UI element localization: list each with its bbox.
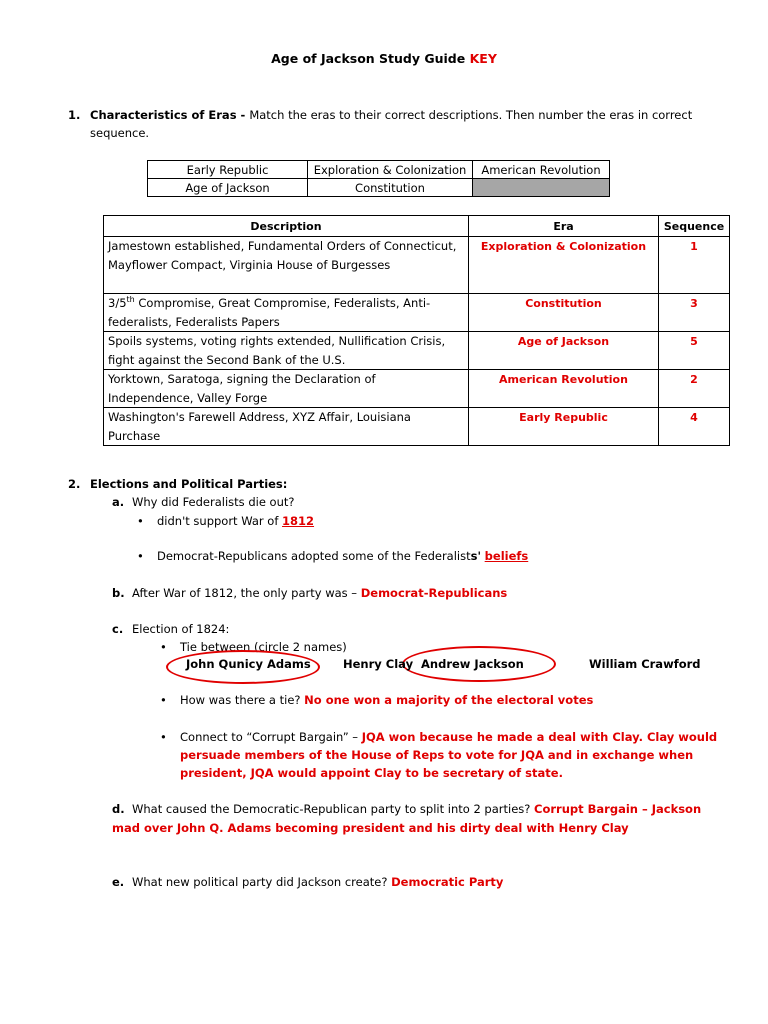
- description-cell: Yorktown, Saratoga, signing the Declaration of Independence, Valley Forge: [104, 370, 469, 408]
- question-a-text: Why did Federalists die out?: [132, 495, 295, 509]
- question-b: [112, 586, 507, 600]
- era-bank-cell: Exploration & Colonization: [308, 161, 473, 179]
- era-cell: American Revolution: [469, 370, 659, 408]
- section1-instructions: Match the eras to their correct descriptions. Then number the eras in correct: [249, 108, 693, 122]
- bullet-a2-suffix: s': [470, 549, 481, 563]
- header-sequence: Sequence: [659, 216, 730, 237]
- answer-corrupt-bargain-line3: president, JQA would appoint Clay to be secretary of state.: [180, 766, 563, 780]
- bullet-a1-text: didn't support War of: [157, 514, 283, 528]
- era-cell: Age of Jackson: [469, 332, 659, 370]
- bullet-a1: [137, 514, 315, 528]
- bullet-c2-text: How was there a tie?: [180, 693, 305, 707]
- era-bank-cell: American Revolution: [473, 161, 610, 179]
- description-text: Compromise, Great Compromise, Federalists, Anti-federalists, Federalists Papers: [108, 296, 431, 329]
- question-d: [112, 802, 701, 816]
- table-row: [148, 179, 610, 197]
- era-bank-cell: Age of Jackson: [148, 179, 308, 197]
- section1-number: 1.: [68, 108, 81, 122]
- bullet-a2-text: Democrat-Republicans adopted some of the Federalist: [157, 549, 471, 563]
- sequence-cell: 1: [659, 237, 730, 294]
- answer-b: Democrat-Republicans: [360, 586, 508, 600]
- table-row: [104, 408, 730, 446]
- question-b-label: b.: [112, 586, 125, 600]
- bullet-dot: •: [160, 730, 167, 744]
- era-cell: Constitution: [469, 294, 659, 332]
- bullet-dot: •: [160, 640, 167, 654]
- description-cell: Spoils systems, voting rights extended, Nullification Crisis, fight against the Second Bank of the U.S.: [104, 332, 469, 370]
- answer-tie: No one won a majority of the electoral votes: [304, 693, 594, 707]
- bullet-dot: •: [137, 549, 144, 563]
- section1-title: Characteristics of Eras -: [90, 108, 250, 122]
- section1-instructions-cont: sequence.: [90, 126, 150, 140]
- section1-heading: [68, 108, 692, 122]
- era-cell: Exploration & Colonization: [469, 237, 659, 294]
- description-cell: Jamestown established, Fundamental Orders of Connecticut, Mayflower Compact, Virginia House of Burgesses: [104, 237, 469, 294]
- table-row: [104, 332, 730, 370]
- era-bank-cell: Constitution: [308, 179, 473, 197]
- table-row: [104, 370, 730, 408]
- table-row: [104, 294, 730, 332]
- candidate-name: Andrew Jackson: [421, 657, 524, 671]
- section2-title: Elections and Political Parties:: [90, 477, 288, 491]
- era-cell: Early Republic: [469, 408, 659, 446]
- era-bank-cell: Early Republic: [148, 161, 308, 179]
- question-e-label: e.: [112, 875, 125, 889]
- section2-heading: [68, 477, 287, 491]
- sequence-cell: 2: [659, 370, 730, 408]
- era-description-table: [103, 215, 730, 446]
- candidate-name: Henry Clay: [343, 657, 414, 671]
- table-row: [148, 161, 610, 179]
- bullet-dot: •: [160, 693, 167, 707]
- header-description: Description: [104, 216, 469, 237]
- sequence-cell: 5: [659, 332, 730, 370]
- answer-corrupt-bargain-line2: persuade members of the House of Reps to vote for JQA and in exchange when: [180, 748, 694, 762]
- bullet-c3: [160, 730, 718, 744]
- answer-beliefs: beliefs: [484, 549, 529, 563]
- answer-d-line2: mad over John Q. Adams becoming president and his dirty deal with Henry Clay: [112, 821, 629, 835]
- answer-d: Corrupt Bargain – Jackson: [534, 802, 702, 816]
- question-d-label: d.: [112, 802, 125, 816]
- question-e-text: What new political party did Jackson create?: [132, 875, 392, 889]
- sequence-cell: 4: [659, 408, 730, 446]
- description-cell: [104, 294, 469, 332]
- candidate-name: John Qunicy Adams: [186, 657, 311, 671]
- question-c: [112, 622, 229, 636]
- sequence-cell: 3: [659, 294, 730, 332]
- bullet-c1-text: Tie between (circle 2 names): [180, 640, 347, 654]
- question-a-label: a.: [112, 495, 125, 509]
- description-cell: Washington's Farewell Address, XYZ Affair, Louisiana Purchase: [104, 408, 469, 446]
- title-key: KEY: [469, 51, 497, 66]
- bullet-a2: [137, 549, 529, 563]
- answer-corrupt-bargain: JQA won because he made a deal with Clay. Clay would: [361, 730, 718, 744]
- candidate-name: William Crawford: [589, 657, 701, 671]
- question-c-text: Election of 1824:: [132, 622, 230, 636]
- table-header-row: [104, 216, 730, 237]
- question-c-label: c.: [112, 622, 124, 636]
- description-superscript: th: [126, 295, 135, 305]
- description-text: 3/5: [108, 296, 127, 310]
- table-row: [104, 237, 730, 294]
- page-title: [0, 51, 768, 66]
- header-era: Era: [469, 216, 659, 237]
- title-main: Age of Jackson Study Guide: [271, 51, 470, 66]
- question-a: [112, 495, 294, 509]
- question-b-text: After War of 1812, the only party was –: [132, 586, 361, 600]
- bullet-dot: •: [137, 514, 144, 528]
- section2-number: 2.: [68, 477, 81, 491]
- question-d-text: What caused the Democratic-Republican party to split into 2 parties?: [132, 802, 535, 816]
- era-bank-cell-empty: [473, 179, 610, 197]
- question-e: [112, 875, 503, 889]
- answer-e: Democratic Party: [391, 875, 504, 889]
- bullet-c3-text: Connect to “Corrupt Bargain” –: [180, 730, 362, 744]
- answer-1812: 1812: [282, 514, 315, 528]
- era-bank-table: [147, 160, 610, 197]
- bullet-c2: [160, 693, 594, 707]
